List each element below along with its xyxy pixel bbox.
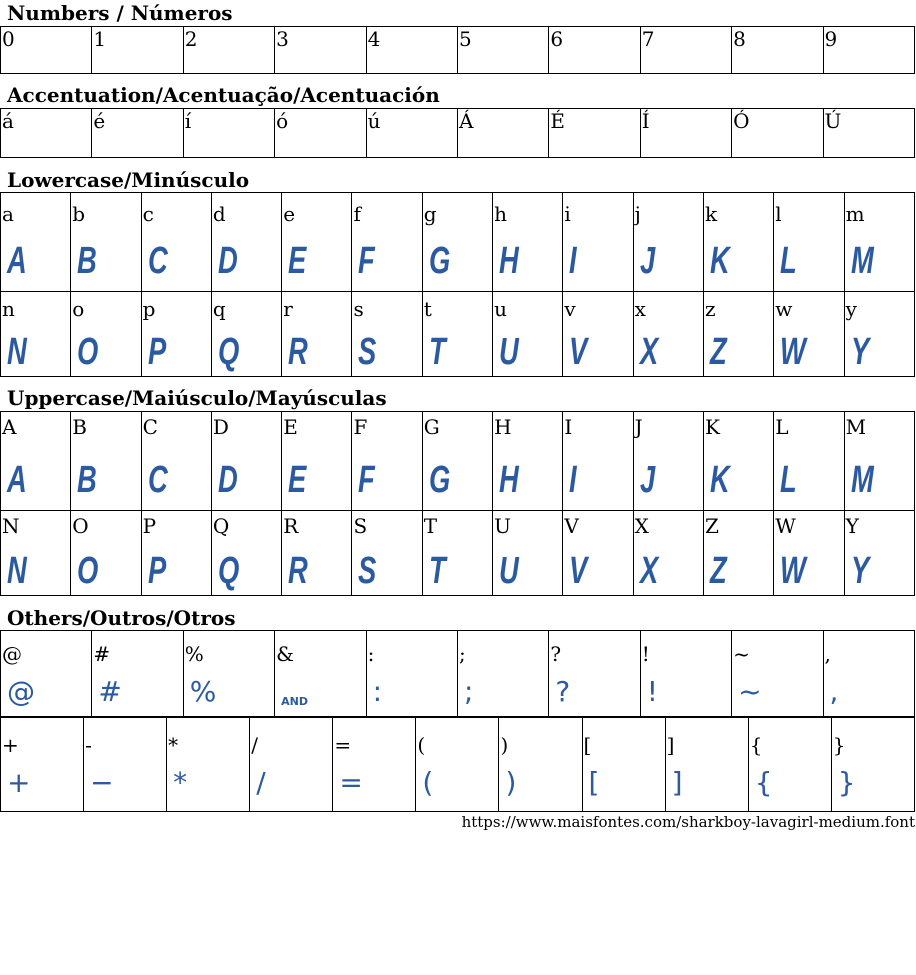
char-cell <box>774 412 844 511</box>
font-sample-glyph: H <box>499 459 519 501</box>
font-sample-glyph: U <box>499 331 519 373</box>
char-cell <box>732 27 823 74</box>
font-sample-glyph: N <box>7 331 27 373</box>
char-label: { <box>749 733 763 757</box>
numbers-title: Numbers / Números <box>7 1 233 25</box>
uppercase-table <box>0 411 915 596</box>
font-sample-glyph: M <box>850 459 874 501</box>
char-label: + <box>2 733 19 757</box>
char-label: é <box>93 109 106 133</box>
font-sample-glyph: B <box>77 240 98 282</box>
font-sample-glyph: V <box>569 550 588 592</box>
accents-title: Accentuation/Acentuação/Acentuación <box>7 83 440 107</box>
char-cell <box>563 511 633 596</box>
char-label: * <box>168 733 179 757</box>
char-label: 9 <box>824 27 838 51</box>
char-label: 6 <box>550 27 564 51</box>
char-cell <box>92 109 183 158</box>
char-label: : <box>367 642 375 666</box>
font-sample-glyph: T <box>428 331 446 373</box>
char-cell <box>1 631 92 717</box>
char-label: Ó <box>733 109 750 133</box>
char-cell <box>84 718 167 812</box>
char-label: á <box>2 109 14 133</box>
font-sample-glyph: W <box>780 550 807 592</box>
font-sample-glyph: P <box>147 331 166 373</box>
font-sample-glyph: Y <box>850 331 869 373</box>
char-cell <box>640 109 731 158</box>
font-sample-glyph: G <box>428 459 451 501</box>
font-sample-glyph: A <box>7 240 27 282</box>
char-label: F <box>353 415 368 439</box>
char-label: z <box>704 297 716 321</box>
char-cell <box>732 631 823 717</box>
char-label: r <box>283 297 293 321</box>
font-sample-glyph: ] <box>671 766 683 799</box>
font-sample-glyph: J <box>639 459 655 501</box>
font-sample-glyph: ; <box>463 675 474 708</box>
char-label: N <box>2 514 20 538</box>
font-sample-glyph: + <box>7 766 31 799</box>
font-sample-glyph: / <box>256 766 266 799</box>
char-label: , <box>824 642 831 666</box>
char-label: & <box>276 642 294 666</box>
font-sample-glyph: K <box>709 240 730 282</box>
char-cell <box>748 718 831 812</box>
char-label: L <box>775 415 789 439</box>
char-cell <box>563 193 633 292</box>
char-cell <box>633 412 703 511</box>
char-cell <box>366 27 457 74</box>
char-cell <box>563 412 633 511</box>
char-cell <box>141 193 211 292</box>
char-label: s <box>353 297 364 321</box>
table-row <box>1 511 915 596</box>
char-label: y <box>845 297 857 321</box>
char-cell <box>1 412 71 511</box>
font-sample-glyph: X <box>639 331 658 373</box>
char-label: ] <box>666 733 675 757</box>
char-label: R <box>283 514 299 538</box>
char-label: @ <box>2 642 22 666</box>
font-sample-glyph: R <box>288 550 308 592</box>
char-label: w <box>775 297 793 321</box>
char-label: I <box>564 415 573 439</box>
char-label: ) <box>500 733 509 757</box>
char-cell <box>352 511 422 596</box>
font-sample-glyph: I <box>569 240 577 282</box>
font-sample-glyph: T <box>428 550 446 592</box>
char-cell <box>422 511 492 596</box>
font-sample-glyph: F <box>358 459 376 501</box>
font-sample-glyph: Y <box>850 550 869 592</box>
char-cell <box>1 511 71 596</box>
char-cell <box>457 631 548 717</box>
font-sample-glyph: E <box>288 240 307 282</box>
char-label: 5 <box>458 27 472 51</box>
char-cell <box>703 292 773 377</box>
char-label: U <box>494 514 511 538</box>
others-table-1 <box>0 630 915 717</box>
char-label: i <box>564 202 571 226</box>
char-cell <box>493 412 563 511</box>
char-cell <box>732 109 823 158</box>
font-sample-glyph: O <box>77 331 99 373</box>
char-label: u <box>494 297 507 321</box>
char-cell <box>1 292 71 377</box>
char-cell <box>774 193 844 292</box>
font-sample-glyph: S <box>358 550 377 592</box>
char-cell <box>282 511 352 596</box>
char-cell <box>844 292 914 377</box>
char-label: 4 <box>367 27 381 51</box>
font-sample-glyph: L <box>780 240 797 282</box>
font-sample-glyph: # <box>98 675 122 708</box>
char-label: } <box>832 733 846 757</box>
char-cell <box>422 412 492 511</box>
char-label: B <box>72 415 87 439</box>
char-label: ú <box>367 109 381 133</box>
char-cell <box>211 511 281 596</box>
char-cell <box>703 511 773 596</box>
char-cell <box>422 193 492 292</box>
char-label: ~ <box>733 642 750 666</box>
char-label: 2 <box>184 27 198 51</box>
font-sample-glyph: E <box>288 459 307 501</box>
font-sample-glyph: C <box>147 240 168 282</box>
char-label: O <box>72 514 89 538</box>
char-cell <box>549 27 640 74</box>
char-cell <box>703 193 773 292</box>
char-cell <box>211 193 281 292</box>
font-sample-glyph: ) <box>505 766 517 799</box>
char-label: J <box>634 415 643 439</box>
char-cell <box>493 292 563 377</box>
font-sample-glyph: − <box>90 766 114 799</box>
table-row <box>1 718 915 812</box>
font-sample-glyph: Z <box>709 550 727 592</box>
char-cell <box>640 631 731 717</box>
table-row <box>1 193 915 292</box>
font-sample-glyph: Z <box>709 331 727 373</box>
source-url[interactable]: https://www.maisfontes.com/sharkboy-lavagirl-medium.font <box>461 813 915 831</box>
char-label: e <box>283 202 296 226</box>
char-cell <box>92 631 183 717</box>
char-label: T <box>423 514 438 538</box>
char-label: f <box>353 202 361 226</box>
table-row <box>1 292 915 377</box>
char-label: d <box>212 202 226 226</box>
font-sample-glyph: W <box>780 331 807 373</box>
font-sample-glyph: X <box>639 550 658 592</box>
font-sample-glyph: U <box>499 550 519 592</box>
char-label: V <box>564 514 579 538</box>
lowercase-title: Lowercase/Minúsculo <box>7 168 250 192</box>
char-label: k <box>704 202 718 226</box>
char-label: C <box>142 415 158 439</box>
char-cell <box>141 511 211 596</box>
char-cell <box>633 511 703 596</box>
char-label: b <box>72 202 86 226</box>
uppercase-title: Uppercase/Maiúsculo/Mayúsculas <box>7 386 387 410</box>
font-sample-glyph: AND <box>281 695 309 708</box>
char-label: X <box>634 514 649 538</box>
char-cell <box>282 412 352 511</box>
char-cell <box>640 27 731 74</box>
font-sample-glyph: K <box>709 459 730 501</box>
font-sample-glyph: { <box>754 766 773 799</box>
char-label: A <box>2 415 17 439</box>
char-label: ó <box>276 109 289 133</box>
char-cell <box>665 718 748 812</box>
char-cell <box>457 27 548 74</box>
char-label: D <box>212 415 229 439</box>
char-cell <box>71 193 141 292</box>
char-cell <box>703 412 773 511</box>
char-label: 8 <box>733 27 746 51</box>
char-cell <box>823 109 914 158</box>
char-label: = <box>334 733 352 757</box>
char-label: l <box>775 202 782 226</box>
table-row <box>1 109 915 158</box>
char-cell <box>416 718 499 812</box>
lowercase-table <box>0 192 915 377</box>
char-cell <box>493 193 563 292</box>
font-sample-glyph: D <box>217 459 238 501</box>
char-label: Q <box>212 514 230 538</box>
font-sample-glyph: R <box>288 331 308 373</box>
char-cell <box>1 718 84 812</box>
others-table-2 <box>0 717 915 812</box>
numbers-table <box>0 26 915 74</box>
font-sample-glyph: , <box>829 675 839 708</box>
char-label: o <box>72 297 85 321</box>
char-label: P <box>142 514 157 538</box>
char-cell <box>582 718 665 812</box>
char-cell <box>493 511 563 596</box>
char-cell <box>250 718 333 812</box>
table-row <box>1 412 915 511</box>
char-cell <box>1 193 71 292</box>
char-label: # <box>93 642 111 666</box>
char-label: ( <box>417 733 426 757</box>
char-cell <box>366 631 457 717</box>
font-sample-glyph: ? <box>555 675 571 708</box>
font-sample-glyph: A <box>7 459 27 501</box>
char-label: 7 <box>641 27 655 51</box>
char-cell <box>831 718 914 812</box>
others-title: Others/Outros/Otros <box>7 606 236 630</box>
char-cell <box>275 631 366 717</box>
char-label: 3 <box>276 27 289 51</box>
char-label: K <box>704 415 720 439</box>
font-sample-glyph: G <box>428 240 451 282</box>
char-label: É <box>550 109 565 133</box>
font-sample-glyph: ! <box>646 675 658 708</box>
char-cell <box>844 193 914 292</box>
char-cell <box>183 631 274 717</box>
font-sample-glyph: C <box>147 459 168 501</box>
char-cell <box>633 193 703 292</box>
char-cell <box>457 109 548 158</box>
char-label: g <box>423 202 437 226</box>
char-label: a <box>2 202 14 226</box>
accents-table <box>0 108 915 158</box>
char-label: 1 <box>93 27 107 51</box>
char-cell <box>352 193 422 292</box>
char-label: [ <box>583 733 592 757</box>
font-sample-glyph: [ <box>588 766 600 799</box>
table-row <box>1 631 915 717</box>
font-sample-glyph: M <box>850 240 874 282</box>
char-cell <box>549 109 640 158</box>
char-cell <box>774 511 844 596</box>
char-label: ; <box>458 642 466 666</box>
font-sample-glyph: P <box>147 550 166 592</box>
char-cell <box>183 27 274 74</box>
char-cell <box>563 292 633 377</box>
char-label: í <box>184 109 192 133</box>
char-cell <box>282 292 352 377</box>
font-sample-glyph: : <box>372 675 382 708</box>
font-sample-glyph: = <box>339 766 363 799</box>
char-cell <box>422 292 492 377</box>
char-label: G <box>423 415 440 439</box>
char-cell <box>1 27 92 74</box>
char-cell <box>844 412 914 511</box>
font-sample-glyph: H <box>499 240 519 282</box>
char-cell <box>282 193 352 292</box>
font-sample-glyph: D <box>217 240 238 282</box>
char-cell <box>71 412 141 511</box>
font-sample-glyph: } <box>837 766 856 799</box>
font-sample-glyph: O <box>77 550 99 592</box>
char-cell <box>71 511 141 596</box>
char-cell <box>275 27 366 74</box>
char-cell <box>141 292 211 377</box>
font-sample-glyph: L <box>780 459 797 501</box>
char-cell <box>844 511 914 596</box>
char-label: x <box>634 297 646 321</box>
char-label: Y <box>845 514 859 538</box>
char-label: % <box>184 642 204 666</box>
char-label: Í <box>641 109 650 133</box>
char-label: n <box>2 297 15 321</box>
char-label: v <box>564 297 576 321</box>
char-cell <box>823 27 914 74</box>
char-label: Z <box>704 514 719 538</box>
char-cell <box>71 292 141 377</box>
font-sample-glyph: I <box>569 459 577 501</box>
char-cell <box>352 412 422 511</box>
char-cell <box>352 292 422 377</box>
char-label: q <box>212 297 226 321</box>
char-cell <box>549 631 640 717</box>
char-cell <box>1 109 92 158</box>
char-cell <box>211 412 281 511</box>
font-sample-glyph: J <box>639 240 655 282</box>
char-cell <box>774 292 844 377</box>
char-cell <box>167 718 250 812</box>
font-sample-glyph: N <box>7 550 27 592</box>
char-label: E <box>283 415 298 439</box>
char-cell <box>823 631 914 717</box>
char-cell <box>499 718 582 812</box>
char-label: j <box>634 202 641 226</box>
font-sample-glyph: F <box>358 240 376 282</box>
font-sample-glyph: V <box>569 331 588 373</box>
char-cell <box>366 109 457 158</box>
font-sample-glyph: Q <box>217 550 240 592</box>
char-label: / <box>251 733 258 757</box>
font-sample-glyph: ( <box>422 766 434 799</box>
char-label: - <box>85 733 92 757</box>
char-label: m <box>845 202 865 226</box>
font-sample-glyph: S <box>358 331 377 373</box>
char-label: Á <box>458 109 474 133</box>
char-cell <box>141 412 211 511</box>
font-sample-glyph: B <box>77 459 98 501</box>
char-label: ! <box>641 642 650 666</box>
char-label: Ú <box>824 109 842 133</box>
char-label: W <box>775 514 796 538</box>
char-label: H <box>494 415 512 439</box>
char-label: S <box>353 514 368 538</box>
char-label: M <box>845 415 867 439</box>
font-sample-glyph: * <box>173 766 188 799</box>
char-label: ? <box>550 642 562 666</box>
char-label: p <box>142 297 156 321</box>
char-cell <box>275 109 366 158</box>
table-row <box>1 27 915 74</box>
char-label: c <box>142 202 154 226</box>
char-cell <box>183 109 274 158</box>
char-label: h <box>494 202 507 226</box>
char-cell <box>333 718 416 812</box>
char-label: t <box>423 297 432 321</box>
font-sample-glyph: Q <box>217 331 240 373</box>
char-label: 0 <box>2 27 15 51</box>
font-sample-glyph: ~ <box>738 675 762 708</box>
char-cell <box>633 292 703 377</box>
font-sample-glyph: % <box>189 675 217 708</box>
char-cell <box>92 27 183 74</box>
font-sample-glyph: @ <box>7 675 35 708</box>
char-cell <box>211 292 281 377</box>
